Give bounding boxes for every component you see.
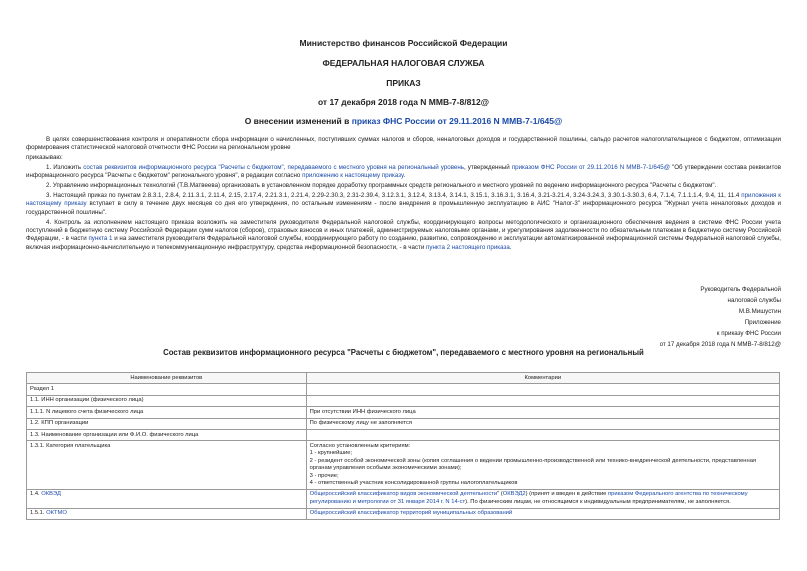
okved-text-1: " ( [497,491,503,498]
doc-date-heading: от 17 декабря 2018 года N ММВ-7-8/812@ [317,97,490,107]
table-cell: 1.1.1. N лицевого счета физического лица [27,407,307,418]
table-row [27,395,780,406]
p1-text-d: . [403,172,406,180]
table-cell [27,489,307,508]
okved-number: 1.4. [30,491,42,498]
order-body [26,136,781,254]
p3-appendix-link[interactable]: приложения к настоящему приказу [26,192,782,208]
preamble-paragraph: В целях совершенствования контроля и оперативности сбора информации о начисленных, поступивших суммах налогов и сборов, неналоговых доходов и государственной пошлины, сальдо расчетов налогоплательщиков с бюджетом, оптимизации формирования статистической налоговой отчетности ФНС России на региональном уровне [26,136,781,152]
oktmo-number: 1.5.1. [30,510,47,517]
okved-classifier-link[interactable]: Общероссийский классификатор видов экономической деятельности [309,491,498,498]
category-1: 1 - крупнейшие; [309,450,353,457]
p1-order-link[interactable]: приказом ФНС России от 29.11.2016 N ММВ-7-1/645@ [511,164,670,171]
table-cell [27,508,307,519]
p3-text-a: 3. Настоящий приказ по пунктам 2.8.3.1, 2.8.4, 2.11.3.1, 2.11.4, 2.15, 2.17.4, 2.21.3.1, 2.21.4, 2.29-2.30.3, 2.31-2.39.4, 3.12.3.1, 3.12.4, 3.13.4, 3.14.1, 3.15.1, 3.16.3.1, 3.16.4, 3.21-3.21.4, 3.24-3.24.3, 3.30.1-3.30.3, 6.4, 7.1.4, 7.1.1.1.4, 9.4, 11, 11.4 [46,192,742,199]
p1-composition-link[interactable]: состав реквизитов информационного ресурса "Расчеты с бюджетом", передаваемого с местного уровня на региональный уровень [83,164,465,171]
doc-subject-heading [0,116,807,126]
okved2-link[interactable]: ОКВЭД2 [502,491,526,498]
table-cell [306,430,779,441]
p1-appendix-link[interactable]: приложению к настоящему приказу [302,172,404,180]
okved-text-2: ) (принят и введен в действие [525,491,609,498]
appendix-date: от 17 декабря 2018 года N ММВ-7-8/812@ [659,341,781,348]
category-criteria: Согласно установленным критериям: [309,442,411,449]
service-heading: ФЕДЕРАЛЬНАЯ НАЛОГОВАЯ СЛУЖБА [322,58,485,68]
p4-text-b: и на заместителя руководителя Федеральной налоговой службы, координирующего работу по созданию, развитию, сопровождению и эксплуатации автоматизированной информационной системы Федеральной налоговой службы, включая информационно-вычислительную и телекоммуникационную инфраструктуру, средства информационной безопасности, - в части [26,235,781,251]
doc-type-heading: ПРИКАЗ [386,78,421,88]
column-header-comment: Комментарии [306,373,779,384]
table-header-row [27,373,780,384]
subject-order-link[interactable]: приказ ФНС России от 29.11.2016 N ММВ-7-1/645@ [351,116,563,126]
okved-text-3: ). По физическим лицам, не относящимся к индивидуальным предпринимателям, не заполняется. [465,498,731,505]
paragraph-3 [26,192,781,217]
table-cell [306,384,779,395]
table-cell: По физическому лицу не заполняется [306,418,779,429]
table-cell: 1.3. Наименование организации или Ф.И.О. физического лица [27,430,307,441]
paragraph-2: 2. Управлению информационных технологий (Т.В.Матвеева) организовать в установленном порядке доработку программных средств регионального и местного уровней по ведению информационного ресурса "Расчеты с бюджетом". [46,182,717,190]
p1-text-a: 1. Изложить [46,164,84,171]
table-row [27,441,780,489]
p4-point2-link[interactable]: пункта 2 настоящего приказа [426,243,510,251]
table-cell [306,508,779,519]
signature-name: М.В.Мишустин [738,308,781,315]
p4-point1-link[interactable]: пункта 1 [88,235,113,243]
subject-prefix: О внесении изменений в [244,116,352,126]
oktmo-classifier-link[interactable]: Общероссийский классификатор территорий муниципальных образований [309,510,513,517]
column-header-name: Наименование реквизитов [27,373,307,384]
requisites-table [26,372,780,520]
table-row [27,418,780,429]
table-cell: 1.3.1. Категория плательщика [27,441,307,489]
table-row [27,430,780,441]
appendix-label: Приложение [744,319,781,326]
ministry-heading: Министерство финансов Российской Федерации [299,38,508,48]
p4-text-c: . [509,243,512,251]
table-row [27,384,780,395]
paragraph-1 [26,164,781,181]
table-row [27,508,780,519]
table-cell [306,441,779,489]
oktmo-link[interactable]: ОКТМО [46,510,67,517]
table-cell: Раздел 1 [27,384,307,395]
order-word: приказываю: [26,154,63,162]
okved-link[interactable]: ОКВЭД [41,491,61,498]
signature-title-1: Руководитель Федеральной [700,286,781,293]
table-cell: 1.1. ИНН организации (физического лица) [27,395,307,406]
appendix-ref: к приказу ФНС России [716,330,781,337]
category-4: 4 - ответственный участник консолидированной группы налогоплательщиков [309,479,518,486]
p1-text-c: "Об утверждении состава реквизитов информационного ресурса "Расчеты с бюджетом" регионального уровня", в редакции согласно [26,164,781,180]
table-cell: При отсутствии ИНН физического лица [306,407,779,418]
p4-text-a: 4. Контроль за исполнением настоящего приказа возложить на заместителя руководителя Федеральной налоговой службы, координирующего вопросы методологического и организационного обеспечения ведения в системе ФНС России учета поступлений в бюджетную систему Российской Федерации сумм налогов (сборов), страховых взносов и иных платежей, администрируемых налоговыми органами, и урегулирования задолженности по обязательным платежам в бюджетную систему Российской Федерации, - в части [26,218,781,243]
category-3: 3 - прочие; [309,472,339,479]
category-2: 2 - резидент особой экономической зоны (копия соглашения о ведении промышленно-производственной или технико-внедренческой деятельности, представленная органам управления особыми экономическими зонами); [309,457,757,472]
p3-text-b: вступает в силу в течение двух месяцев со дня его утверждения, по остальным изменениям - после внедрения в промышленную эксплуатацию в АИС "Налог-3" информационного ресурса "Журнал учета неналоговых доходов и государственной пошлины". [26,200,781,216]
section-title: Состав реквизитов информационного ресурса "Расчеты с бюджетом", передаваемого с местного уровня на региональный [163,348,644,357]
table-cell [306,395,779,406]
rosstandart-order-link[interactable]: приказом Федерального агентства по техническому регулированию и метрологии от 31 января 2014 г. N 14-ст [309,491,748,505]
table-row [27,407,780,418]
signature-block [660,284,781,350]
paragraph-4 [26,219,781,253]
table-cell: 1.2. КПП организации [27,418,307,429]
signature-title-2: налоговой службы [727,297,781,304]
p1-text-b: , утвержденный [464,164,512,171]
table-row [27,489,780,508]
table-cell [306,489,779,508]
